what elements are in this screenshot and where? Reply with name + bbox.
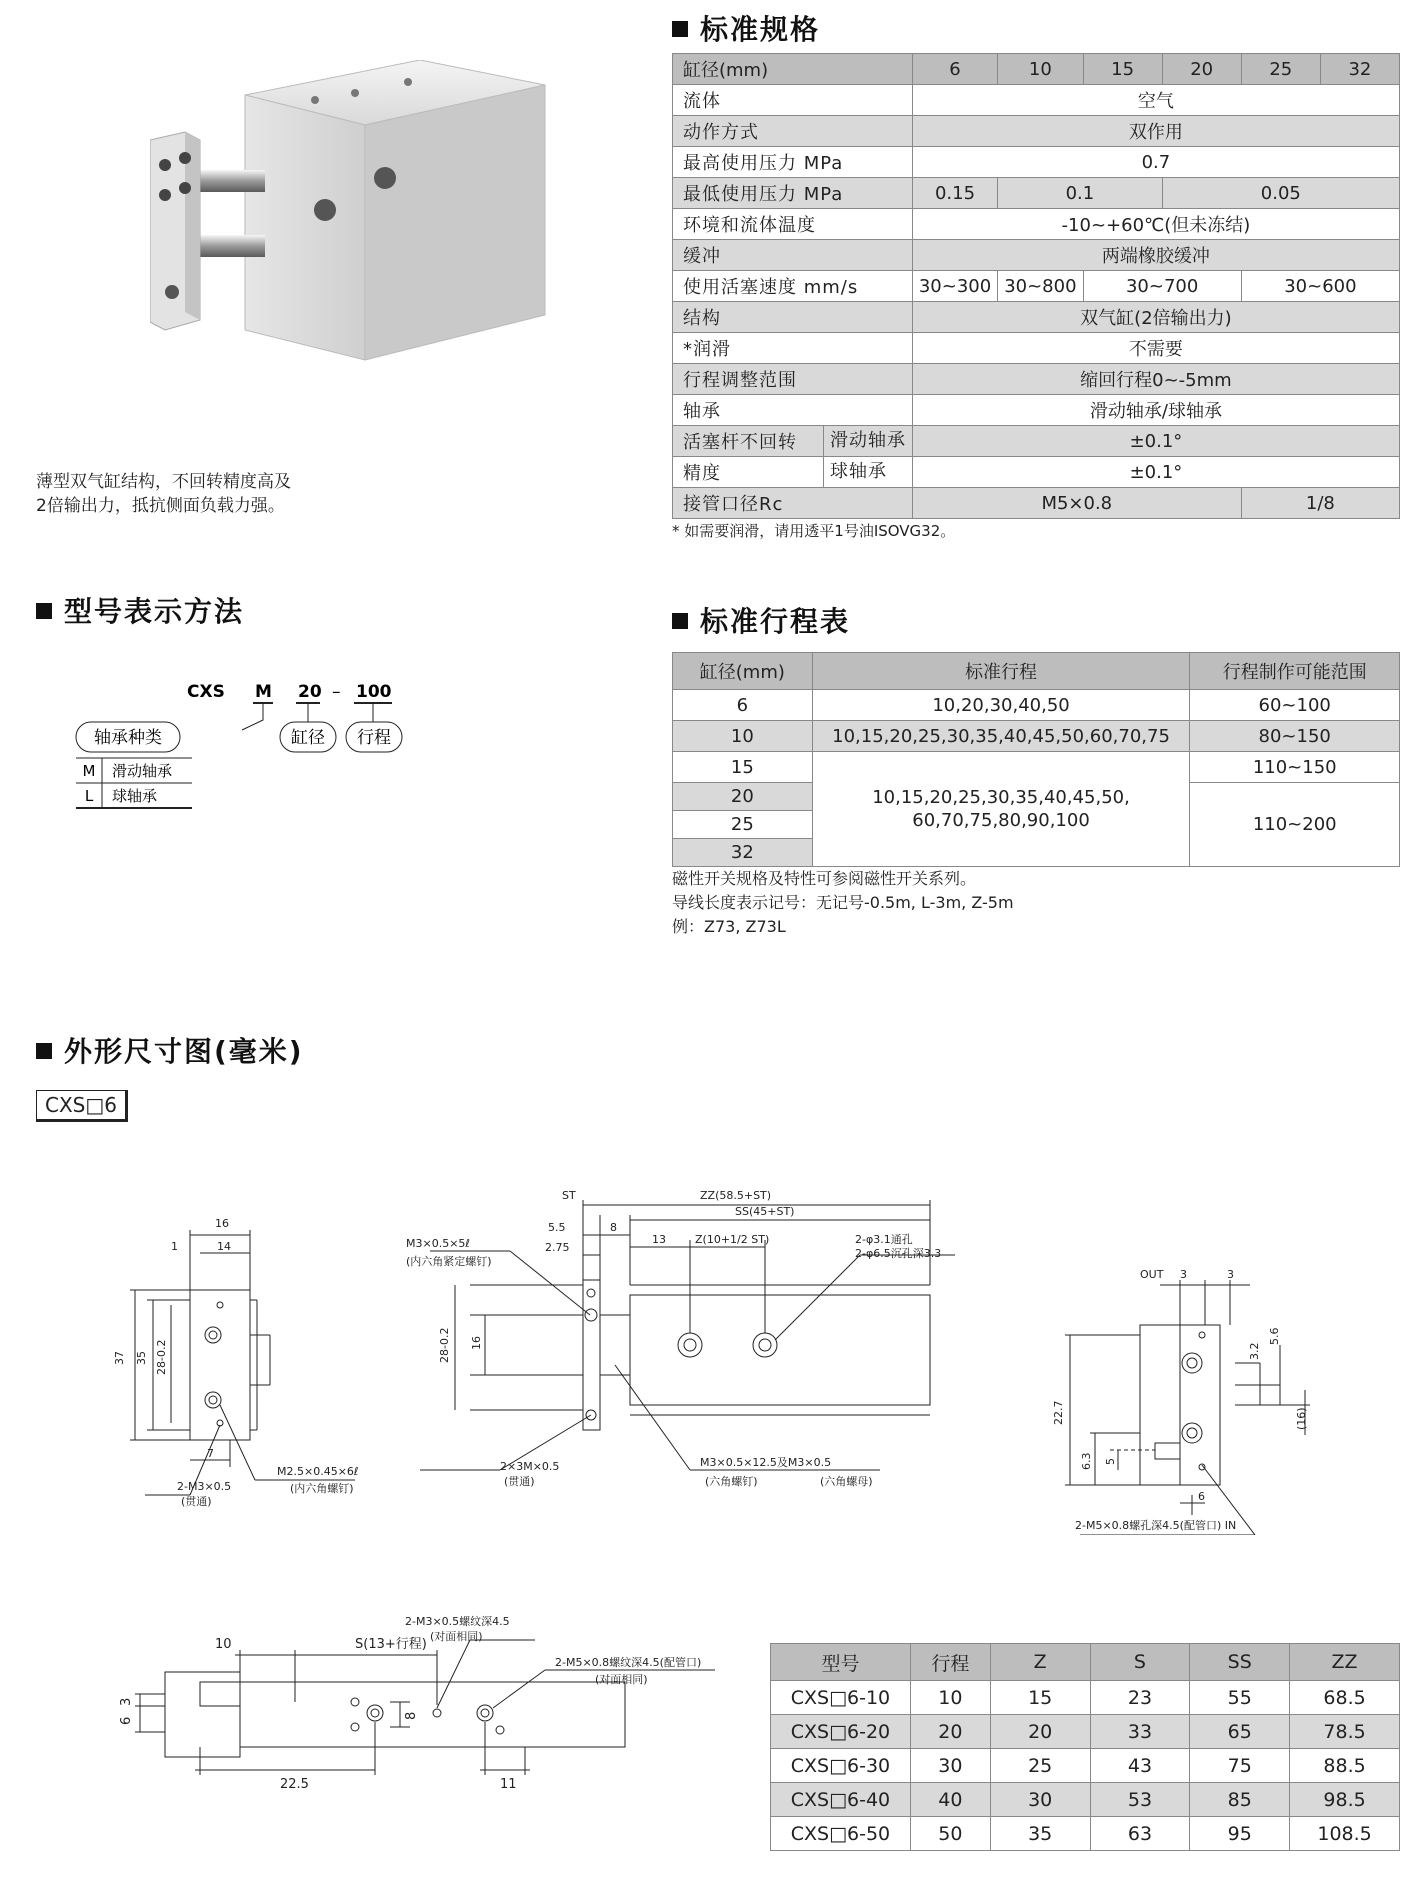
intro-line-1: 薄型双气缸结构，不回转精度高及	[36, 472, 291, 492]
svg-text:2-M5×0.8螺纹深4.5(配管口): 2-M5×0.8螺纹深4.5(配管口)	[555, 1656, 702, 1669]
drawing-side-view	[400, 1185, 960, 1505]
svg-text:6.3: 6.3	[1080, 1452, 1093, 1470]
svg-text:(六角螺钉): (六角螺钉)	[705, 1475, 758, 1488]
svg-text:3: 3	[1180, 1268, 1187, 1281]
svg-text:ST: ST	[562, 1189, 576, 1202]
svg-text:2-φ6.5沉孔深3.3: 2-φ6.5沉孔深3.3	[855, 1247, 942, 1260]
drawing-front-view	[95, 1205, 395, 1525]
section-title-dims: 外形尺寸图(毫米)	[36, 1030, 304, 1070]
code-part-stroke: 100	[356, 682, 392, 702]
stroke-table: 缸径(mm) 标准行程 行程制作可能范围 6 10,20,30,40,50 60~100 10 10,15,20,25,30,35,40,45,50,60,70,75 80~150 15 10,15,20,25,30,35,40,45,50, 60,70,75,80,90,100 110~150 20 110~200 25 32	[672, 652, 1400, 867]
stroke-note-1: 磁性开关规格及特性可参阅磁性开关系列。	[672, 869, 977, 888]
svg-text:28-0.2: 28-0.2	[438, 1327, 451, 1363]
section-title-stroke: 标准行程表	[672, 600, 850, 640]
svg-text:7: 7	[207, 1447, 214, 1460]
svg-text:(对面相同): (对面相同)	[595, 1673, 648, 1686]
svg-text:2-φ3.1通孔: 2-φ3.1通孔	[855, 1233, 913, 1246]
svg-text:8: 8	[404, 1711, 419, 1720]
svg-text:SS(45+ST): SS(45+ST)	[735, 1205, 795, 1218]
svg-text:2-M5×0.8螺孔深4.5(配管口) IN: 2-M5×0.8螺孔深4.5(配管口) IN	[1075, 1519, 1237, 1532]
type-name-l: 球轴承	[112, 787, 158, 805]
svg-text:3.2: 3.2	[1248, 1342, 1261, 1360]
svg-text:5.5: 5.5	[548, 1221, 566, 1234]
svg-text:ZZ(58.5+ST): ZZ(58.5+ST)	[700, 1189, 772, 1202]
intro-line-2: 2倍输出力，抵抗侧面负载力强。	[36, 496, 285, 516]
svg-text:5: 5	[1104, 1458, 1117, 1465]
product-photo	[150, 60, 570, 390]
svg-text:6: 6	[1198, 1490, 1205, 1503]
code-part-series: CXS	[187, 682, 225, 702]
svg-text:(对面相同): (对面相同)	[430, 1630, 483, 1643]
svg-text:(六角螺母): (六角螺母)	[820, 1475, 873, 1488]
svg-text:3: 3	[1227, 1268, 1234, 1281]
svg-text:Z(10+1/2 ST): Z(10+1/2 ST)	[695, 1233, 770, 1246]
svg-text:13: 13	[652, 1233, 666, 1246]
svg-text:10: 10	[215, 1637, 232, 1652]
svg-text:16: 16	[215, 1217, 229, 1230]
svg-text:M3×0.5×12.5及M3×0.5: M3×0.5×12.5及M3×0.5	[700, 1456, 832, 1469]
type-code-m: M	[82, 762, 96, 780]
code-part-bearing: M	[255, 682, 272, 702]
svg-text:22.5: 22.5	[280, 1777, 309, 1790]
model-tag: CXS□6	[36, 1090, 128, 1122]
code-part-dash: –	[332, 682, 341, 702]
svg-text:(贯通): (贯通)	[181, 1495, 212, 1508]
type-name-m: 滑动轴承	[112, 762, 173, 780]
svg-text:(内六角紧定螺钉): (内六角紧定螺钉)	[406, 1255, 492, 1268]
svg-text:6: 6	[119, 1716, 134, 1725]
svg-text:8: 8	[610, 1221, 617, 1234]
svg-text:35: 35	[135, 1351, 148, 1365]
svg-text:2-M3×0.5螺纹深4.5: 2-M3×0.5螺纹深4.5	[405, 1615, 510, 1628]
svg-text:14: 14	[217, 1240, 231, 1253]
svg-text:(16): (16)	[1295, 1407, 1308, 1430]
section-title-model: 型号表示方法	[36, 590, 244, 630]
svg-text:(内六角螺钉): (内六角螺钉)	[290, 1482, 354, 1495]
svg-text:(贯通): (贯通)	[504, 1475, 535, 1488]
svg-text:M2.5×0.45×6ℓ: M2.5×0.45×6ℓ	[277, 1465, 359, 1478]
svg-text:2.75: 2.75	[545, 1241, 570, 1254]
drawing-bottom-view	[115, 1610, 755, 1790]
spec-table: 缸径(mm) 6 10 15 20 25 32 流体 空气 动作方式 双作用 最高使用压力 MPa 0.7 最低使用压力 MPa 0.15 0.1 0.05 环境和流体温度 -10~+60℃(但未冻结) 缓冲 两端橡胶缓冲 使用活塞速度 mm/s 30~300 30~800 30~700 30~600 结构 双气缸(2倍输出力) *润滑 不需要 行程调整范围 缩回行程0~-5mm 轴承 滑动轴承/球轴承 活塞杆不回转 滑动轴承 ±0.1° 精度 球轴承 ±0.1° 接管口径Rc M5×0.8 1/8	[672, 53, 1400, 519]
svg-text:5.6: 5.6	[1268, 1327, 1281, 1345]
svg-text:OUT: OUT	[1140, 1268, 1164, 1281]
drawing-end-view	[1030, 1265, 1330, 1535]
model-code-diagram	[70, 670, 430, 820]
svg-text:28-0.2: 28-0.2	[155, 1339, 168, 1375]
stroke-note-2: 导线长度表示记号：无记号-0.5m, L-3m, Z-5m	[672, 893, 1014, 912]
bubble-bore: 缸径	[291, 728, 325, 748]
svg-text:S(13+行程): S(13+行程)	[355, 1637, 427, 1652]
svg-text:3: 3	[119, 1697, 134, 1706]
svg-text:M3×0.5×5ℓ: M3×0.5×5ℓ	[406, 1237, 470, 1250]
bubble-bearing-type: 轴承种类	[94, 728, 162, 748]
svg-text:2-M3×0.5: 2-M3×0.5	[177, 1480, 232, 1493]
stroke-note-3: 例：Z73, Z73L	[672, 917, 786, 936]
svg-text:11: 11	[500, 1777, 517, 1790]
spec-footnote: * 如需要润滑，请用透平1号油ISOVG32。	[672, 522, 956, 540]
code-part-bore: 20	[298, 682, 322, 702]
section-title-spec: 标准规格	[672, 8, 820, 48]
svg-text:16: 16	[470, 1336, 483, 1350]
type-code-l: L	[84, 787, 94, 805]
svg-text:1: 1	[171, 1240, 178, 1253]
svg-text:22.7: 22.7	[1052, 1400, 1065, 1425]
svg-text:37: 37	[113, 1351, 126, 1365]
svg-text:2×3M×0.5: 2×3M×0.5	[500, 1460, 560, 1473]
bubble-stroke: 行程	[357, 728, 391, 748]
dim-table: 型号 行程 Z S SS ZZ CXS□6-10 10 15 23 55 68.5 CXS□6-20 20 20 33 65 78.5 CXS□6-30 30 25 43 75 88.5 CXS□6-40 40 30 53 85 98.5 CXS□6-50 50 35 63 95 108.5	[770, 1643, 1400, 1851]
